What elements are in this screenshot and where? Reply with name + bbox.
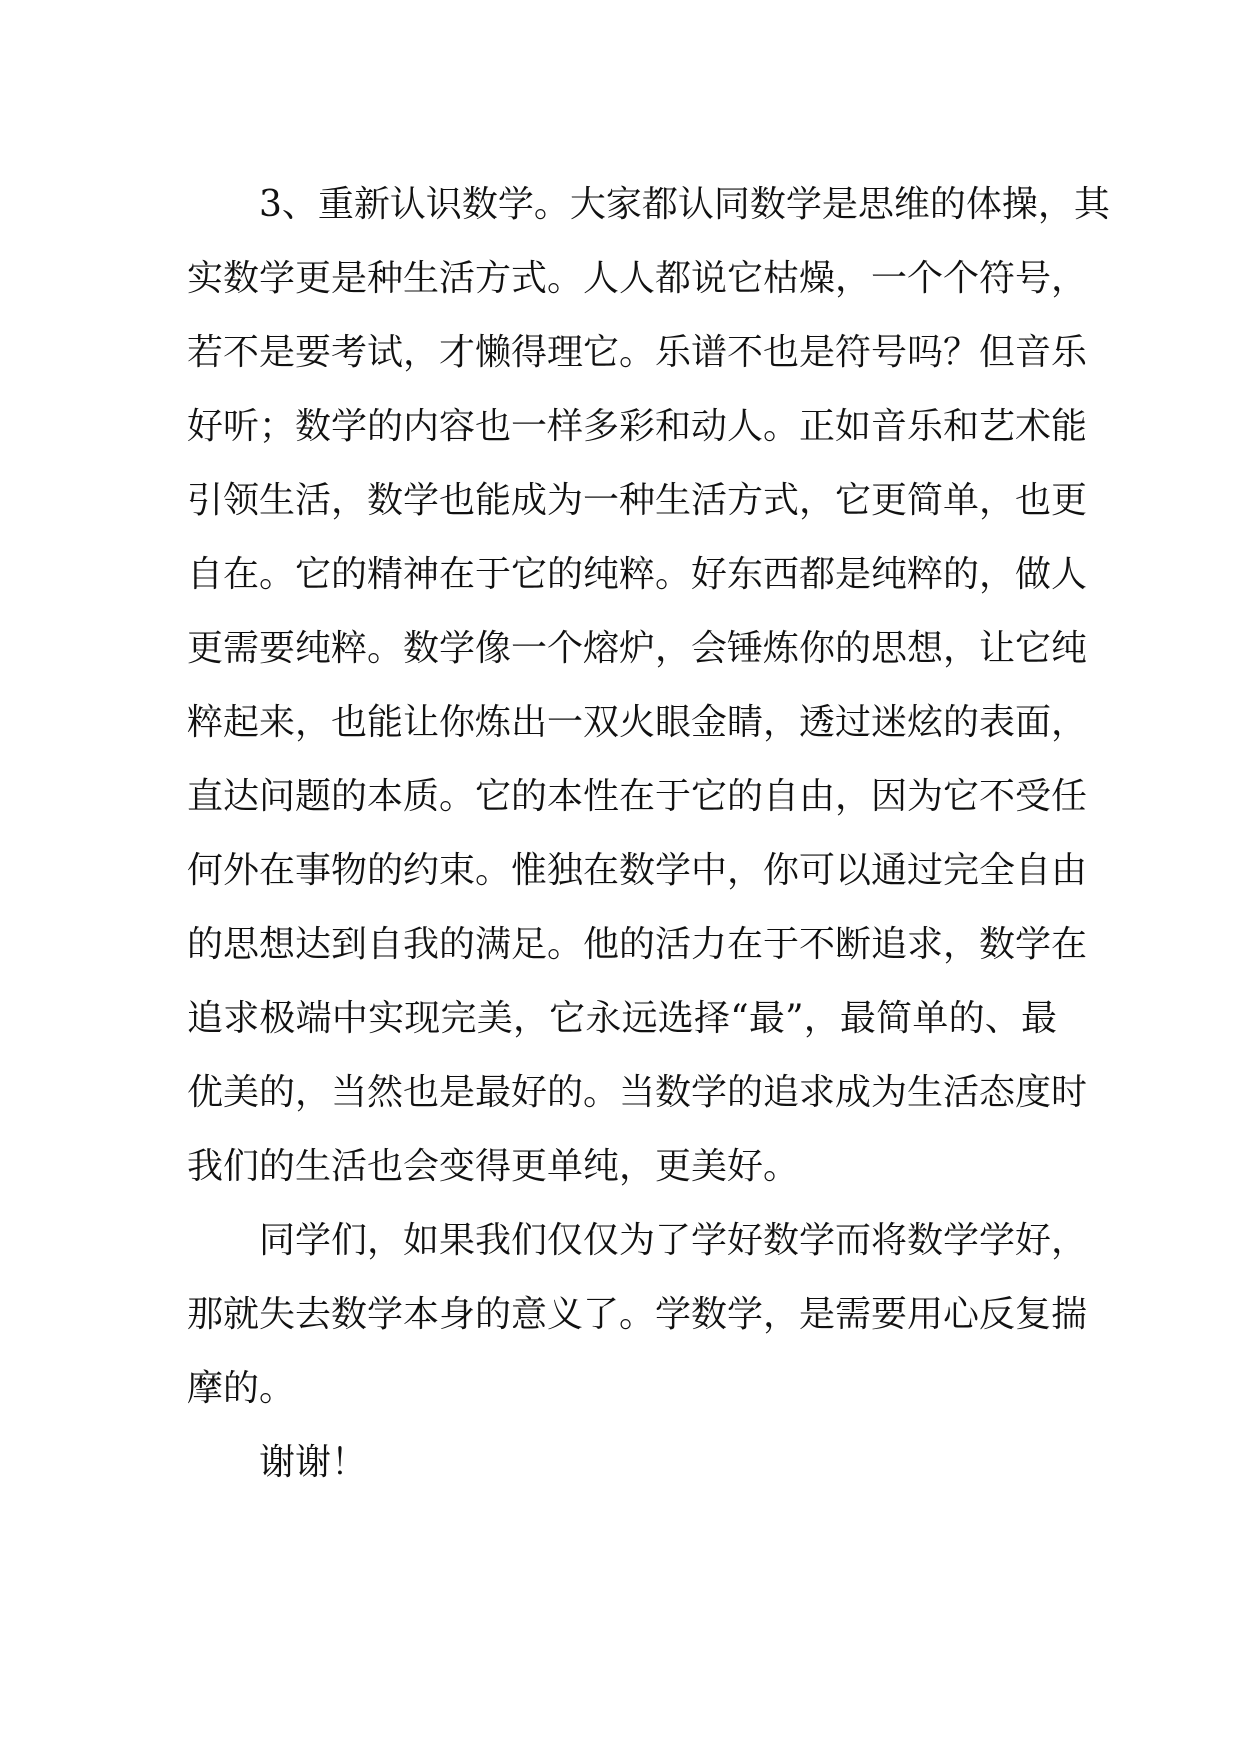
text-line: 那就失去数学本身的意义了。学数学，是需要用心反复揣	[187, 1294, 1088, 1335]
text-line: 同学们，如果我们仅仅为了学好数学而将数学学好，	[259, 1220, 1088, 1261]
text-line: 引领生活，数学也能成为一种生活方式，它更简单，也更	[187, 480, 1088, 521]
text-line: 优美的，当然也是最好的。当数学的追求成为生活态度时	[187, 1072, 1088, 1113]
text-line: 好听；数学的内容也一样多彩和动人。正如音乐和艺术能	[187, 406, 1088, 447]
text-line: 自在。它的精神在于它的纯粹。好东西都是纯粹的，做人	[187, 554, 1088, 595]
text-line: 3、重新认识数学。大家都认同数学是思维的体操，其	[259, 184, 1110, 225]
paragraph-closing-remarks	[187, 1204, 1088, 1426]
document-body	[187, 168, 1110, 1500]
text-line: 实数学更是种生活方式。人人都说它枯燥，一个个符号，	[187, 258, 1088, 299]
text-line: 直达问题的本质。它的本性在于它的自由，因为它不受任	[187, 776, 1088, 817]
text-line: 粹起来，也能让你炼出一双火眼金睛，透过迷炫的表面，	[187, 702, 1088, 743]
text-line: 追求极端中实现完美，它永远选择“最”，最简单的、最	[187, 998, 1057, 1039]
text-line: 何外在事物的约束。惟独在数学中，你可以通过完全自由	[187, 850, 1088, 891]
text-line: 摩的。	[187, 1368, 296, 1409]
text-line: 谢谢！	[259, 1442, 368, 1483]
text-line: 若不是要考试，才懒得理它。乐谱不也是符号吗？但音乐	[187, 332, 1088, 373]
text-line: 的思想达到自我的满足。他的活力在于不断追求，数学在	[187, 924, 1088, 965]
paragraph-math-reflection	[187, 168, 1110, 1204]
text-line: 我们的生活也会变得更单纯，更美好。	[187, 1146, 800, 1187]
paragraph-thanks	[187, 1426, 1057, 1500]
text-line: 更需要纯粹。数学像一个熔炉，会锤炼你的思想，让它纯	[187, 628, 1088, 669]
